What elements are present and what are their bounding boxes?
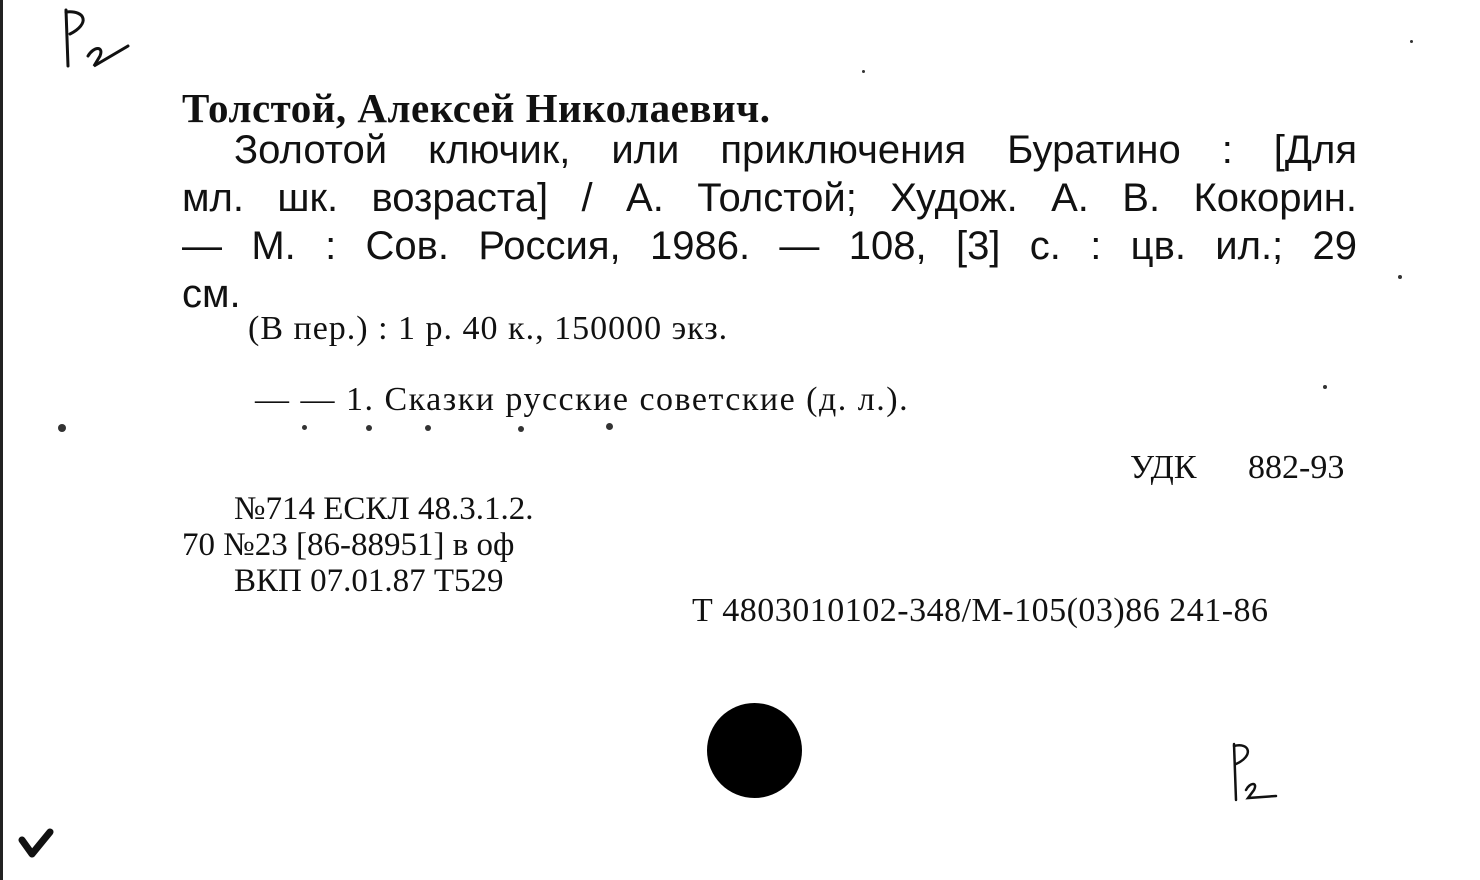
udc-label: УДК bbox=[1130, 449, 1197, 486]
classification-code: Т 4803010102-348/М-105(03)86 241-86 bbox=[692, 592, 1269, 629]
scan-speck bbox=[862, 70, 865, 73]
scan-speck bbox=[1410, 40, 1413, 43]
title-description bbox=[182, 126, 1357, 318]
author-heading: Толстой, Алексей Николаевич. bbox=[182, 85, 771, 131]
scan-speck bbox=[302, 425, 307, 430]
scan-speck bbox=[1323, 385, 1327, 389]
handwritten-mark-top-left bbox=[58, 4, 138, 74]
udc-value: 882-93 bbox=[1248, 449, 1345, 486]
scan-speck bbox=[518, 426, 524, 432]
scan-speck bbox=[606, 423, 613, 430]
title-line-1: Золотой ключик, или приключения Буратино : [Для bbox=[234, 128, 1357, 172]
title-line-3: — М. : Сов. Россия, 1986. — 108, [3] с. : цв. ил.; 29 bbox=[182, 224, 1357, 268]
scan-speck bbox=[366, 425, 372, 431]
order-line-2: 70 №23 [86-88951] в оф bbox=[182, 527, 515, 563]
order-line-3: ВКП 07.01.87 Т529 bbox=[234, 563, 504, 599]
subject-heading: — — 1. Сказки русские советские (д. л.). bbox=[255, 381, 910, 418]
scan-speck bbox=[425, 425, 431, 431]
handwritten-mark-bottom-right bbox=[1228, 738, 1288, 808]
card-left-edge bbox=[0, 0, 3, 880]
scan-speck bbox=[58, 424, 66, 432]
check-mark bbox=[18, 826, 58, 866]
title-line-4: см. bbox=[182, 272, 241, 316]
scan-speck bbox=[1398, 275, 1402, 279]
order-line-1: №714 ЕСКЛ 48.3.1.2. bbox=[234, 491, 534, 527]
price-line: (В пер.) : 1 р. 40 к., 150000 экз. bbox=[248, 310, 729, 347]
title-line-2: мл. шк. возраста] / А. Толстой; Худож. А. В. Кокорин. bbox=[182, 176, 1357, 220]
punch-hole bbox=[707, 703, 802, 798]
